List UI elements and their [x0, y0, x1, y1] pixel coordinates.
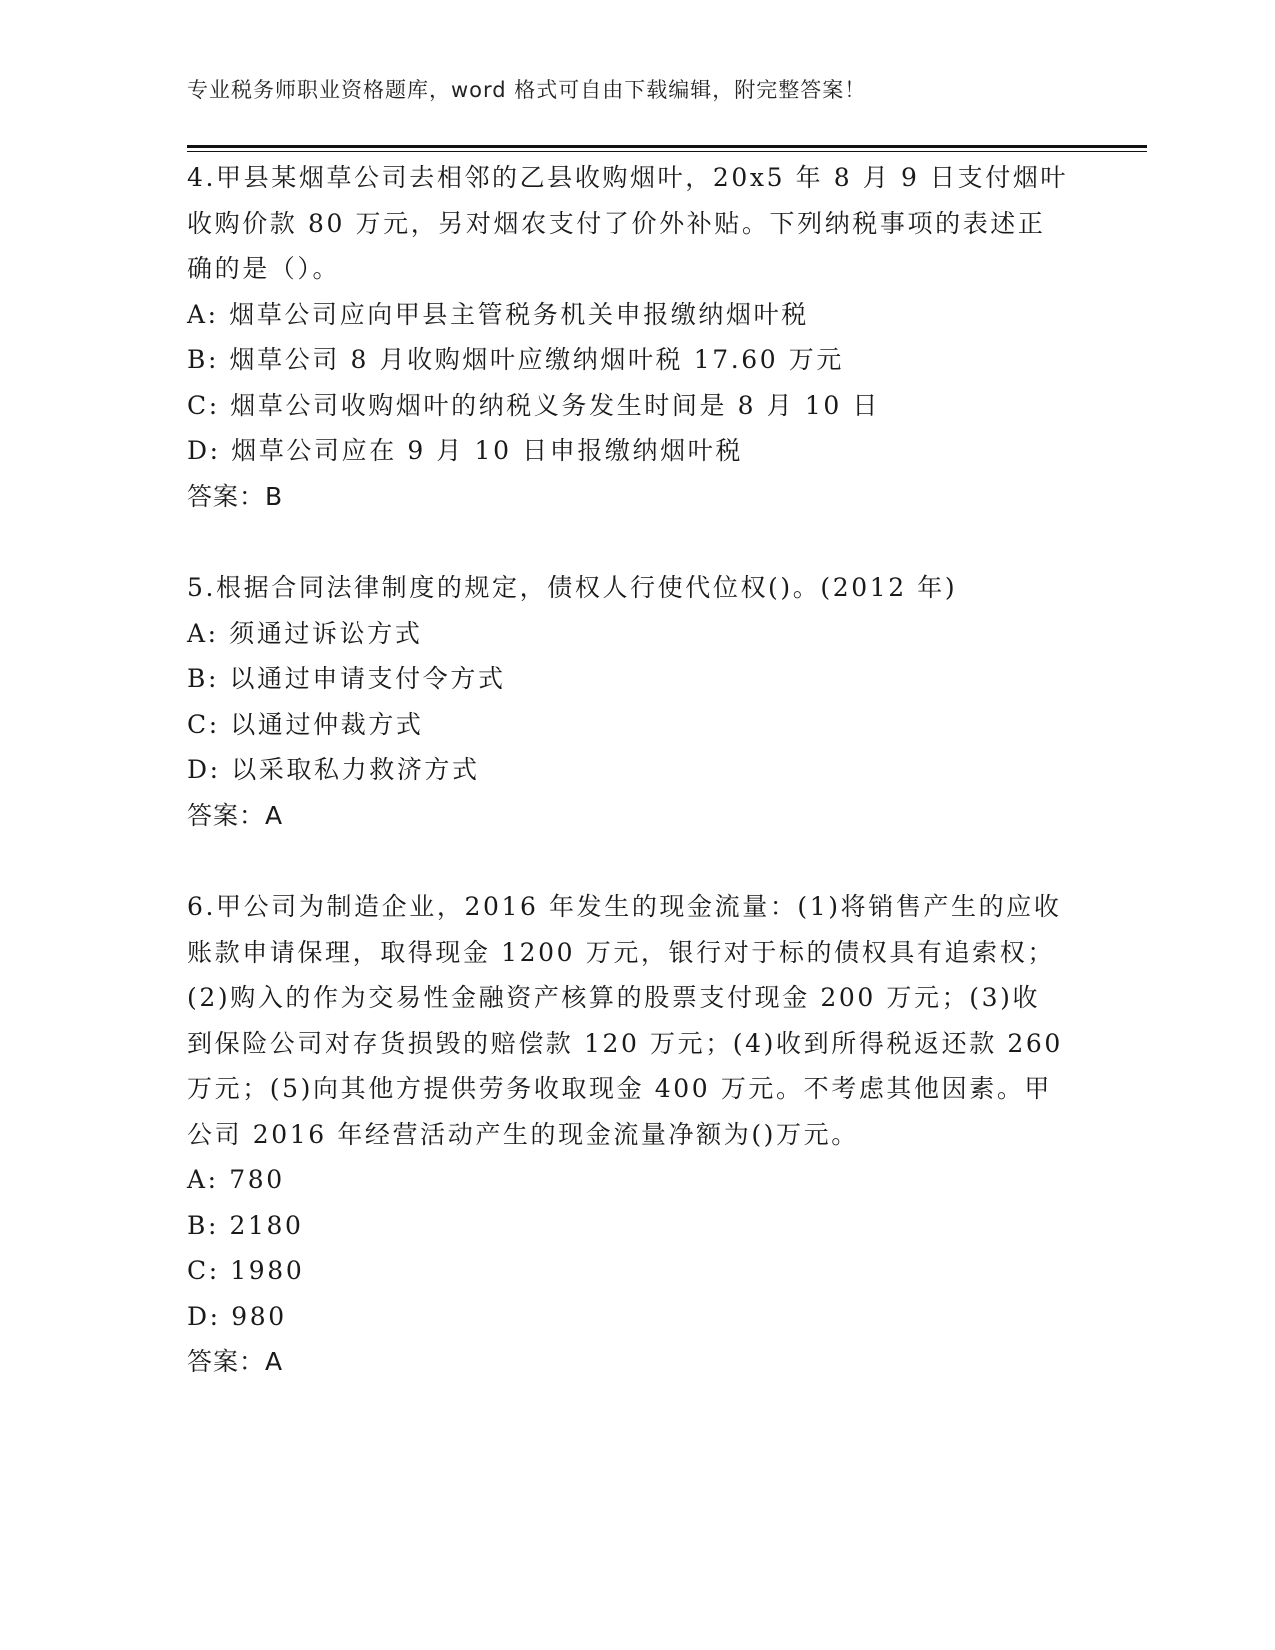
question-text: 4.甲县某烟草公司去相邻的乙县收购烟叶，20x5 年 8 月 9 日支付烟叶 收购价款 80 万元，另对烟农支付了价外补贴。下列纳税事项的表述正 确的是（）。: [187, 163, 1069, 283]
header-rule-thick: [187, 145, 1147, 148]
question-6: [187, 884, 1087, 1385]
option-d: D: 烟草公司应在 9 月 10 日申报缴纳烟叶税: [187, 436, 743, 465]
option-b: B: 烟草公司 8 月收购烟叶应缴纳烟叶税 17.60 万元: [187, 345, 845, 374]
question-4: [187, 155, 1087, 519]
question-list: [187, 155, 1087, 1431]
page-header: 专业税务师职业资格题库，word 格式可自由下载编辑，附完整答案！: [187, 78, 867, 102]
option-d: D: 以采取私力救济方式: [187, 755, 480, 784]
option-a: A: 780: [187, 1165, 285, 1194]
header-rule-thin: [187, 151, 1147, 152]
answer: 答案：B: [187, 481, 284, 511]
question-text: 6.甲公司为制造企业，2016 年发生的现金流量：(1)将销售产生的应收 账款申请保理，取得现金 1200 万元，银行对于标的债权具有追索权； (2)购入的作为交易性金融资产核算的股票支付现金 200 万元；(3)收 到保险公司对存货损毁的赔偿款 120 万元；(4)收到所得税返还款 260 万元；(5)向其他方提供劳务收取现金 400 万元。不考虑其他因素。甲 公司 2016 年经营活动产生的现金流量净额为()万元。: [187, 892, 1063, 1149]
option-a: A: 须通过诉讼方式: [187, 618, 423, 648]
option-b: B: 2180: [187, 1210, 304, 1240]
option-c: C: 以通过仲裁方式: [187, 709, 424, 739]
option-a: A: 烟草公司应向甲县主管税务机关申报缴纳烟叶税: [187, 299, 809, 329]
answer: 答案：A: [187, 1347, 284, 1376]
option-c: C: 1980: [187, 1256, 305, 1285]
question-text: 5.根据合同法律制度的规定，债权人行使代位权()。(2012 年): [187, 573, 958, 602]
answer: 答案：A: [187, 800, 284, 830]
question-5: [187, 565, 1087, 838]
option-b: B: 以通过申请支付令方式: [187, 664, 506, 693]
option-c: C: 烟草公司收购烟叶的纳税义务发生时间是 8 月 10 日: [187, 390, 881, 420]
option-d: D: 980: [187, 1301, 287, 1331]
